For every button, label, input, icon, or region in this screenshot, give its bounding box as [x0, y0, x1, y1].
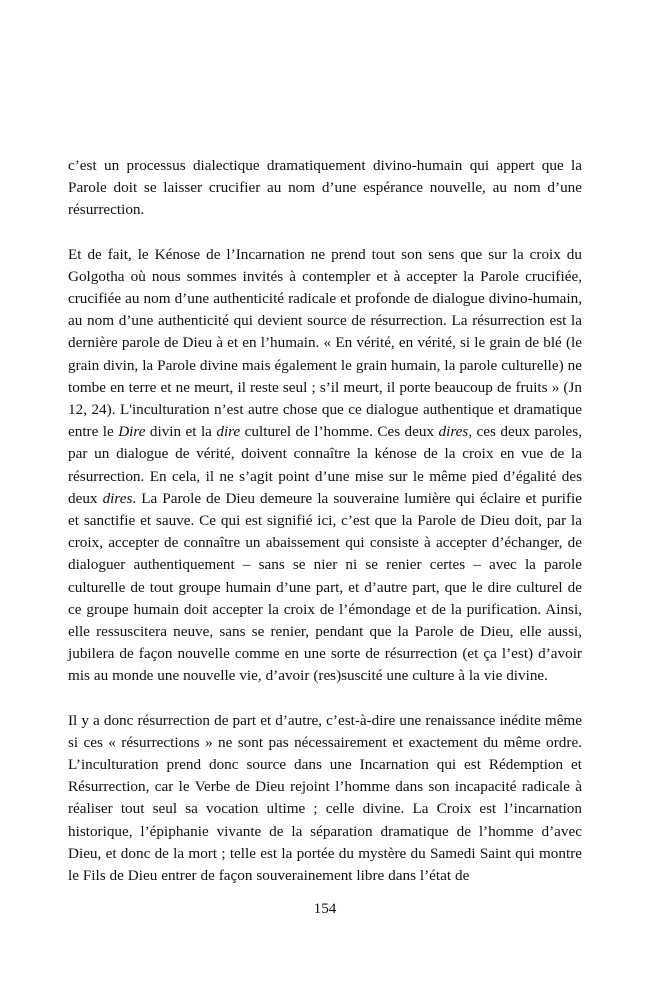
body-text	[68, 155, 582, 887]
paragraph-1: c’est un processus dialectique dramatiquement divino-humain qui appert que la Parole doit se laisser crucifier au nom d’une espérance nouvelle, au nom d’une résurrection.	[68, 157, 582, 219]
emphasis-term: dires	[102, 489, 133, 507]
emphasis-term: dire	[216, 423, 241, 441]
emphasis-term: dires	[438, 423, 469, 441]
emphasis-term: Dire	[118, 423, 146, 441]
paragraph-3: Il y a donc résurrection de part et d’autre, c’est-à-dire une renaissance inédite même si ces « résurrections » ne sont pas nécessairement et exactement du même ordre. L’inculturation prend donc source dans une Incarnation qui est Rédemption et Résurrection, car le Verbe de Dieu rejoint l’homme dans son incapacité radicale à réaliser tout seul sa vocation ultime ; celle divine. La Croix est l’incarnation historique, l’épiphanie vivante de la séparation dramatique de l’homme d’avec Dieu, et donc de la mort ; telle est la portée du mystère du Samedi Saint qui montre le Fils de Dieu entrer de façon souverainement libre dans l’état de	[68, 711, 582, 885]
page-number: 154	[313, 900, 337, 917]
paragraph-2: Et de fait, le Kénose de l’Incarnation ne prend tout son sens que sur la croix du Golgotha où nous sommes invités à contempler et à accepter la Parole crucifiée, crucifiée au nom d’une authenticité radicale et profonde de dialogue divino-humain, au nom d’une authenticité qui devient source de résurrection. La résurrection est la dernière parole de Dieu à et en l’humain. « En vérité, en vérité, si le grain de blé (le grain divin, la Parole divine mais également le grain humain, la parole culturelle) ne tombe en terre et ne meurt, il reste seul ; s’il meurt, il porte beaucoup de fruits » (Jn 12, 24). L'inculturation n’est autre chose que ce dialogue authentique et dramatique entre le Dire divin et la dire culturel de l’homme. Ces deux dires, ces deux paroles, par un dialogue de vérité, doivent connaître la kénose de la croix en vue de la résurrection. En cela, il ne s’agit point d’une mise sur le même pied d’égalité des deux dires. La Parole de Dieu demeure la souveraine lumière qui éclaire et purifie et sanctifie et sauve. Ce qui est signifié ici, c’est que la Parole de Dieu doit, par la croix, accepter de connaître un abaissement qui consiste à accepter d’échanger, de dialoguer authentiquement – sans se nier ni se renier certes – avec la parole culturelle de tout groupe humain d’une part, et d’autre part, que le dire culturel de ce groupe humain doit accepter la croix de l’émondage et de la purification. Ainsi, elle ressuscitera neuve, sans se renier, pendant que la Parole de Dieu, elle aussi, jubilera de façon nouvelle comme en une sorte de résurrection (et ça l’est) d’avoir mis au monde une nouvelle vie, d’avoir (res)suscité une culture à la vie divine.	[68, 245, 582, 685]
